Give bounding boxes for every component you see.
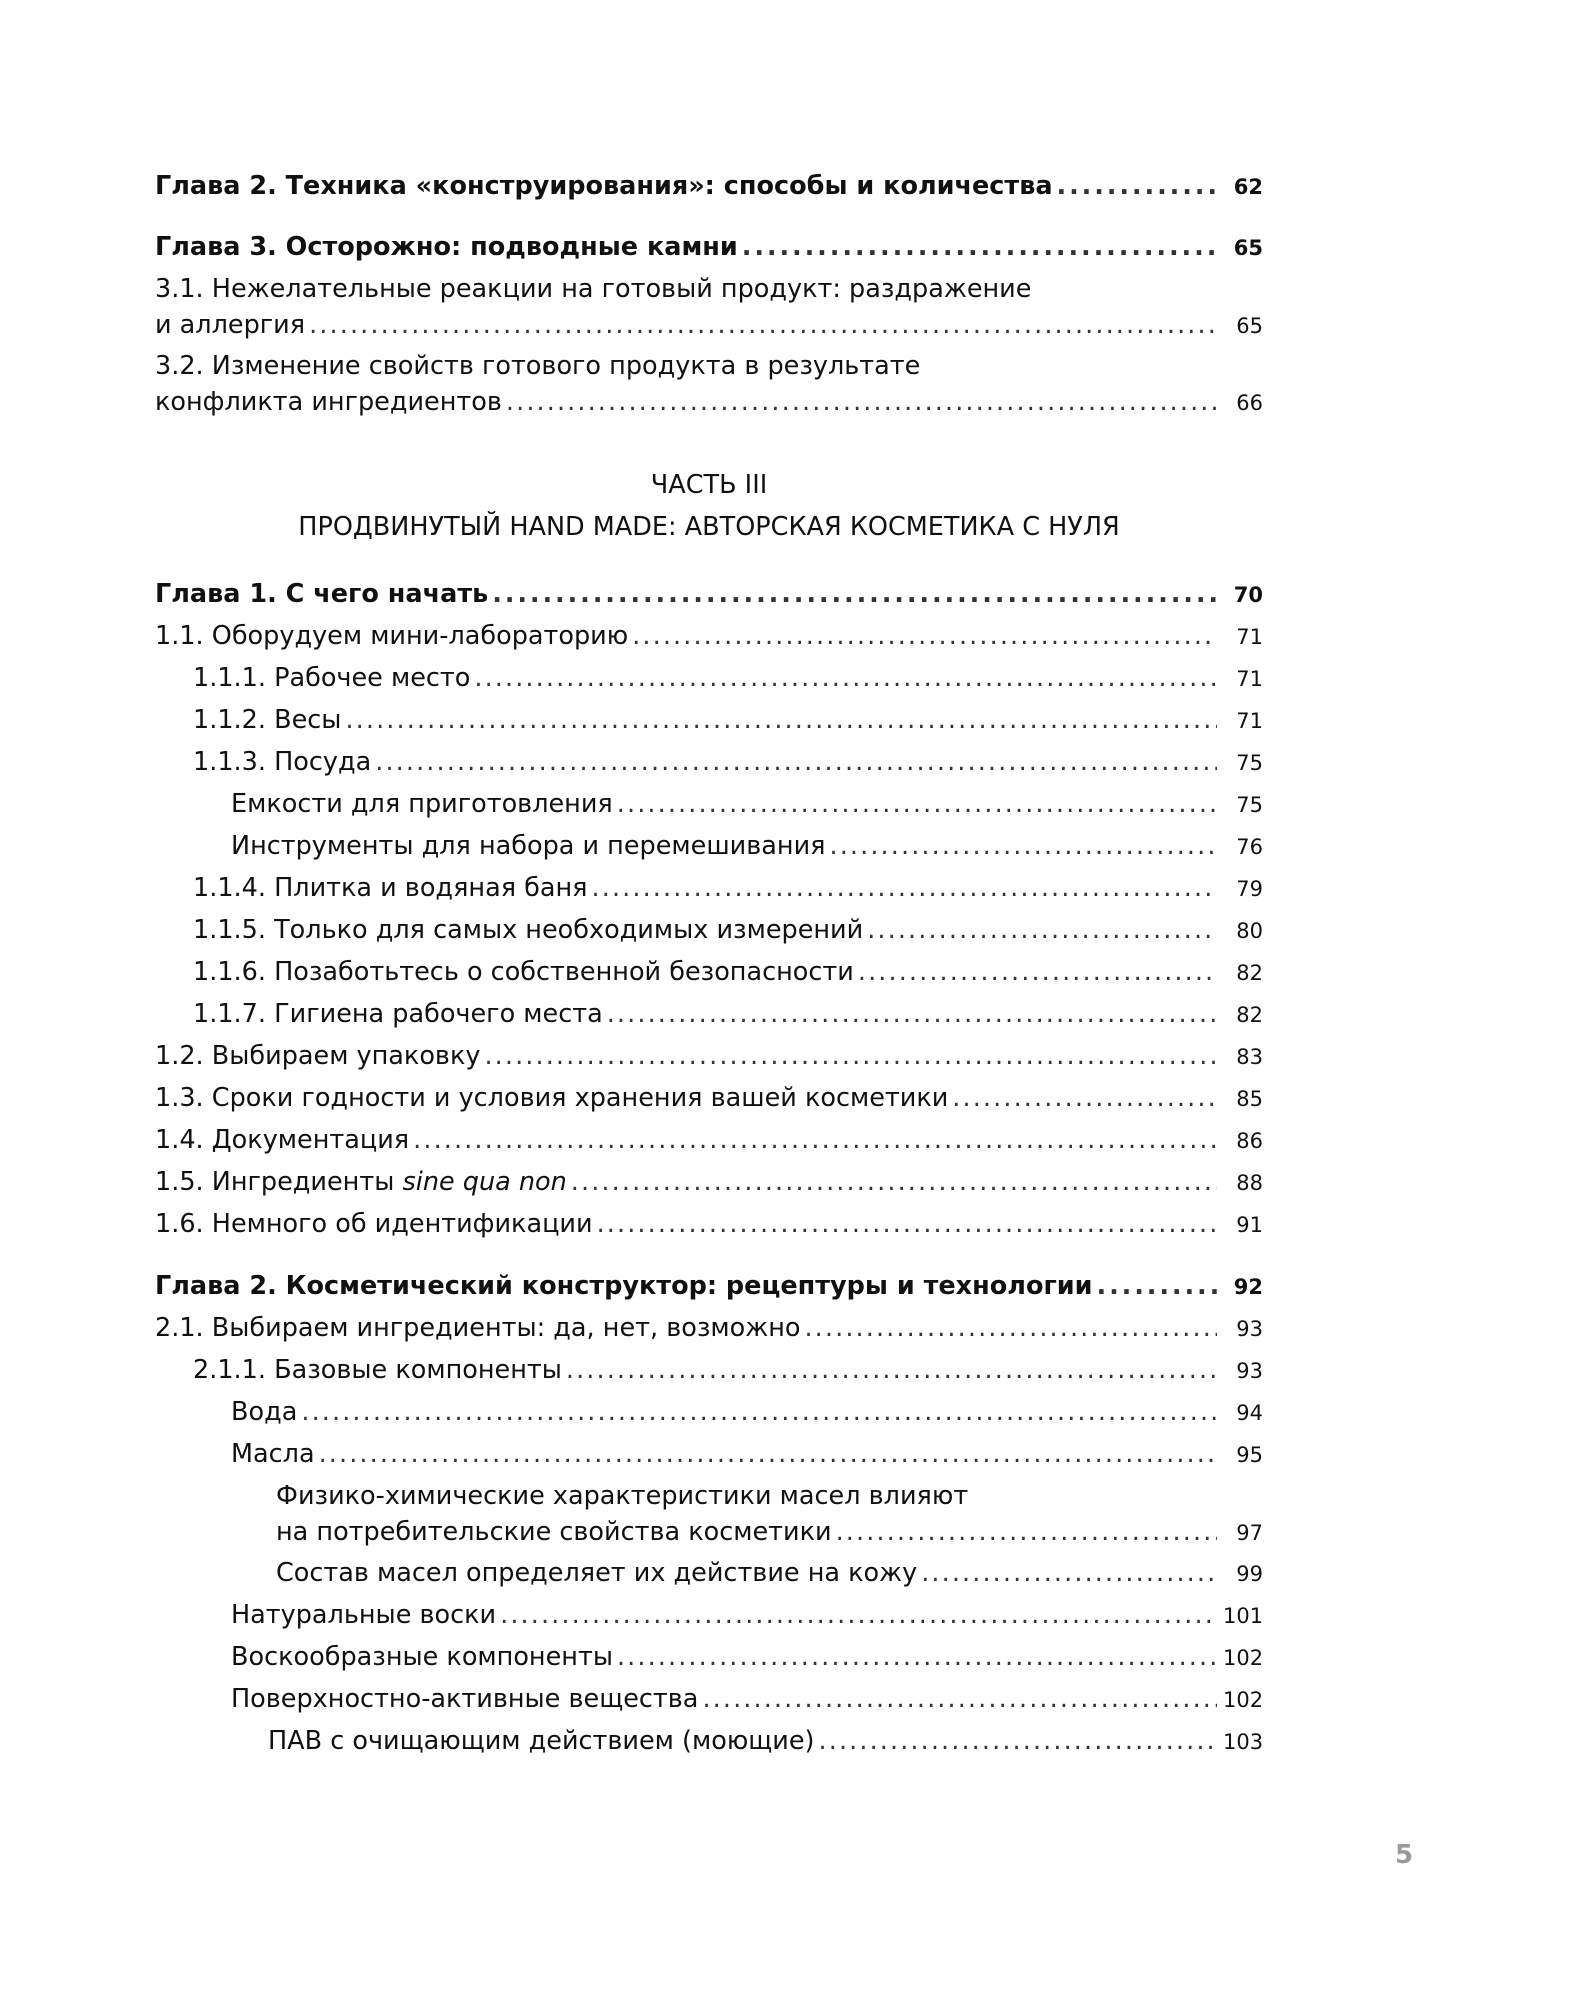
page-number: 5 (1395, 1840, 1414, 1870)
toc-entry-title: Поверхностно-активные вещества (231, 1684, 699, 1714)
toc-entry-title: Инструменты для набора и перемешивания (231, 831, 826, 861)
toc-entry-title-line1: 3.2. Изменение свойств готового продукта в результате (155, 351, 921, 381)
toc-entry (155, 348, 1263, 421)
toc-entry-title: Вода (231, 1397, 298, 1427)
toc-entry-page: 71 (1236, 709, 1263, 733)
toc-entry (155, 576, 1263, 613)
toc-entry-title: Глава 2. Косметический конструктор: рецептуры и технологии (155, 1271, 1093, 1301)
toc-entry-page: 79 (1236, 877, 1263, 901)
leader-dots (484, 1038, 1217, 1074)
leader-dots (1057, 168, 1217, 204)
toc-entry (155, 1122, 1263, 1159)
toc-entry-page: 102 (1223, 1646, 1264, 1670)
toc-entry-page: 76 (1236, 835, 1263, 859)
toc-entry (155, 1436, 1263, 1473)
leader-dots (952, 1080, 1217, 1116)
toc-entry-title-italic: sine qua non (402, 1167, 567, 1197)
toc-entry-title: 1.1.4. Плитка и водяная баня (193, 873, 588, 903)
toc-entry-title: Масла (231, 1439, 315, 1469)
leader-dots (819, 1723, 1217, 1759)
toc-entry (155, 168, 1263, 205)
leader-dots (702, 1681, 1217, 1717)
toc-entry-title: 1.1.7. Гигиена рабочего места (193, 999, 603, 1029)
toc-entry-title: 1.1.5. Только для самых необходимых измерений (193, 915, 864, 945)
toc-entry (155, 1555, 1263, 1592)
toc-entry-title: ПАВ с очищающим действием (моющие) (268, 1726, 815, 1756)
leader-dots (413, 1122, 1217, 1158)
leader-dots (571, 1164, 1217, 1200)
toc-entry-page: 93 (1236, 1359, 1263, 1383)
toc-entry-page: 97 (1236, 1521, 1263, 1545)
toc-entry (155, 229, 1263, 266)
toc-entry-title: 1.1.3. Посуда (193, 747, 372, 777)
toc-entry-title: 1.1.6. Позаботьтесь о собственной безопасности (193, 957, 854, 987)
toc-entry (155, 271, 1263, 344)
leader-dots (597, 1206, 1217, 1242)
toc-entry-page: 95 (1236, 1443, 1263, 1467)
toc-entry-title: конфликта ингредиентов (155, 387, 502, 417)
leader-dots (566, 1352, 1217, 1388)
toc-entry-title: 1.3. Сроки годности и условия хранения вашей косметики (155, 1083, 949, 1113)
toc-entry-page: 99 (1236, 1562, 1263, 1586)
toc-entry (155, 702, 1263, 739)
toc-entry-title: 1.1. Оборудуем мини-лабораторию (155, 621, 629, 651)
toc-entry (155, 1681, 1263, 1718)
toc-entry (155, 954, 1263, 991)
leader-dots (836, 1514, 1217, 1550)
leader-dots (804, 1310, 1217, 1346)
toc-entry (155, 996, 1263, 1033)
leader-dots (506, 384, 1217, 420)
toc-entry (155, 1723, 1263, 1760)
toc-entry-title: на потребительские свойства косметики (276, 1517, 832, 1547)
toc-entry (155, 660, 1263, 697)
toc-entry (155, 744, 1263, 781)
toc-entry (155, 1080, 1263, 1117)
toc-entry-page: 94 (1236, 1401, 1263, 1425)
toc-entry-page: 66 (1236, 391, 1263, 415)
toc-entry-page: 85 (1236, 1087, 1263, 1111)
toc-entry-title-line1: Физико-химические характеристики масел влияют (276, 1481, 969, 1511)
toc-entry-page: 83 (1236, 1045, 1263, 1069)
toc-entry-title: 2.1.1. Базовые компоненты (193, 1355, 562, 1385)
leader-dots (867, 912, 1217, 948)
leader-dots (375, 744, 1217, 780)
toc-entry-title: Глава 2. Техника «конструирования»: способы и количества (155, 171, 1053, 201)
toc-entry-page: 80 (1236, 919, 1263, 943)
toc-entry-title: Глава 3. Осторожно: подводные камни (155, 232, 738, 262)
leader-dots (921, 1555, 1217, 1591)
toc-entry-title-line1: 3.1. Нежелательные реакции на готовый продукт: раздражение (155, 274, 1032, 304)
toc-entry-page: 92 (1233, 1275, 1263, 1299)
toc-entry-title: 1.1.2. Весы (193, 705, 342, 735)
toc-entry-page: 75 (1236, 751, 1263, 775)
leader-dots (474, 660, 1217, 696)
toc-entry-page: 65 (1233, 236, 1263, 260)
part-title: ПРОДВИНУТЫЙ HAND MADE: АВТОРСКАЯ КОСМЕТИКА С НУЛЯ (298, 512, 1120, 542)
toc-entry-page: 82 (1236, 961, 1263, 985)
leader-dots (830, 828, 1218, 864)
leader-dots (500, 1597, 1217, 1633)
toc-entry-page: 75 (1236, 793, 1263, 817)
toc-entry-title: 1.4. Документация (155, 1125, 410, 1155)
toc-entry-page: 93 (1236, 1317, 1263, 1341)
toc-entry-page: 62 (1233, 175, 1263, 199)
leader-dots (492, 576, 1217, 612)
toc-entry-title: 1.6. Немного об идентификации (155, 1209, 593, 1239)
toc-entry-page: 102 (1223, 1688, 1264, 1712)
toc-entry-title: 2.1. Выбираем ингредиенты: да, нет, возможно (155, 1313, 801, 1343)
toc-entry (155, 1394, 1263, 1431)
leader-dots (592, 870, 1217, 906)
toc-entry-page: 103 (1223, 1730, 1264, 1754)
toc-entry (155, 1639, 1263, 1676)
toc-entry-page: 86 (1236, 1129, 1263, 1153)
toc-entry-title: Воскообразные компоненты (231, 1642, 613, 1672)
toc-entry-title: Глава 1. С чего начать (155, 579, 489, 609)
toc-entry-title: 1.5. Ингредиенты (155, 1167, 403, 1197)
toc-entry-page: 65 (1236, 314, 1263, 338)
toc-entry (155, 1597, 1263, 1634)
toc-entry-page: 71 (1236, 667, 1263, 691)
toc-entry (155, 1478, 1263, 1551)
toc-entry-page: 71 (1236, 625, 1263, 649)
toc-entry-title: 1.1.1. Рабочее место (193, 663, 471, 693)
toc-entry (155, 1352, 1263, 1389)
toc-entry-page: 91 (1236, 1213, 1263, 1237)
toc-entry (155, 786, 1263, 823)
toc-entry-title: Состав масел определяет их действие на кожу (276, 1558, 918, 1588)
leader-dots (319, 1436, 1217, 1472)
leader-dots (617, 786, 1217, 822)
toc-entry (155, 1038, 1263, 1075)
toc-entry-title: и аллергия (155, 310, 306, 340)
toc-entry-page: 70 (1233, 583, 1263, 607)
toc-entry-title: Натуральные воски (231, 1600, 497, 1630)
toc-entry-page: 88 (1236, 1171, 1263, 1195)
toc-entry (155, 870, 1263, 907)
toc-entry (155, 618, 1263, 655)
toc-entry-title: 1.2. Выбираем упаковку (155, 1041, 481, 1071)
leader-dots (742, 229, 1217, 265)
toc-entry (155, 1164, 1263, 1201)
leader-dots (309, 307, 1217, 343)
leader-dots (858, 954, 1217, 990)
toc-entry-title: Емкости для приготовления (231, 789, 613, 819)
leader-dots (345, 702, 1217, 738)
leader-dots (301, 1394, 1217, 1430)
toc-entry-page: 101 (1223, 1604, 1264, 1628)
toc-entry-page: 82 (1236, 1003, 1263, 1027)
leader-dots (607, 996, 1217, 1032)
leader-dots (617, 1639, 1217, 1675)
leader-dots (1097, 1268, 1217, 1304)
toc-entry (155, 1268, 1263, 1305)
toc-entry (155, 828, 1263, 865)
part-label: ЧАСТЬ III (650, 470, 768, 500)
leader-dots (632, 618, 1217, 654)
toc-entry (155, 1206, 1263, 1243)
toc-entry (155, 912, 1263, 949)
toc-entry (155, 1310, 1263, 1347)
